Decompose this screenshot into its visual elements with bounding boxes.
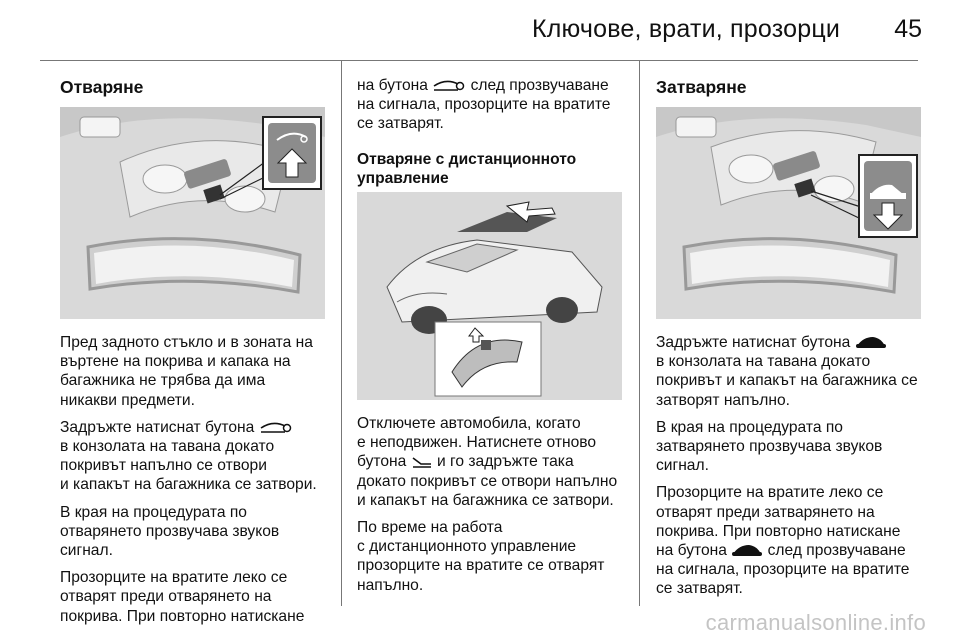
page-header	[0, 0, 960, 60]
roof-console-illustration	[60, 107, 325, 319]
paragraph: Задръжте натиснат бутона в конзолата на тавана докато покривът напълно се отвори и капакът на багажника се затвори.	[60, 418, 317, 494]
column-divider-2	[639, 61, 640, 606]
page-number: 45	[894, 15, 922, 43]
paragraph: В края на процедурата по отварянето прозвучава звуков сигнал.	[60, 503, 280, 560]
paragraph: Прозорците на вратите леко се отварят преди затварянето на покрива. При повторно натискане на бутона след прозвучаване на сигнала, прозорците на вратите се затварят.	[656, 484, 910, 598]
car-remote-illustration	[357, 192, 622, 400]
roof-open-icon	[432, 77, 466, 93]
paragraph: По време на работа с дистанционното управление прозорците на вратите се отварят напълно.	[357, 519, 605, 594]
middle-column-text-top	[357, 76, 632, 201]
middle-column-text-bottom	[357, 414, 632, 603]
paragraph: на бутона след прозвучаване на сигнала, прозорците на вратите се затварят.	[357, 77, 611, 133]
figure-roof-console-open	[60, 107, 325, 319]
left-column-text	[60, 333, 335, 634]
paragraph: В края на процедурата по затварянето прозвучава звуков сигнал.	[656, 418, 883, 475]
roof-close-icon	[855, 334, 887, 350]
figure-roof-console-close	[656, 107, 921, 319]
paragraph: Отключете автомобила, когато е неподвижен. Натиснете отново бутона и го задръжте така докато покривът се отвори напълно и капакът на багажника се затвори.	[357, 415, 618, 509]
page-title: Ключове, врати, прозорци	[531, 15, 840, 43]
section-heading-open: Отваряне	[60, 77, 144, 97]
remote-roof-icon	[411, 455, 433, 469]
roof-close-icon	[731, 542, 763, 558]
header-divider	[40, 60, 918, 61]
figure-car-remote	[357, 192, 622, 400]
paragraph: Прозорците на вратите леко се отварят преди отварянето на покрива. При повторно натискане	[60, 569, 305, 625]
paragraph: Пред задното стъкло и в зоната на въртене на покрива и капака на багажника не трябва да има никакви предмети.	[60, 334, 313, 409]
column-divider-1	[341, 61, 342, 606]
subheading-remote-open: Отваряне с дистанционното управление	[357, 150, 577, 188]
section-heading-close: Затваряне	[656, 77, 747, 97]
paragraph: Задръжте натиснат бутона в конзолата на тавана докато покривът и капакът на багажника се затворят напълно.	[656, 334, 918, 409]
right-column-text	[656, 333, 931, 607]
watermark: carmanualsonline.info	[705, 610, 926, 635]
roof-open-icon	[259, 419, 293, 435]
roof-console-illustration	[656, 107, 921, 319]
